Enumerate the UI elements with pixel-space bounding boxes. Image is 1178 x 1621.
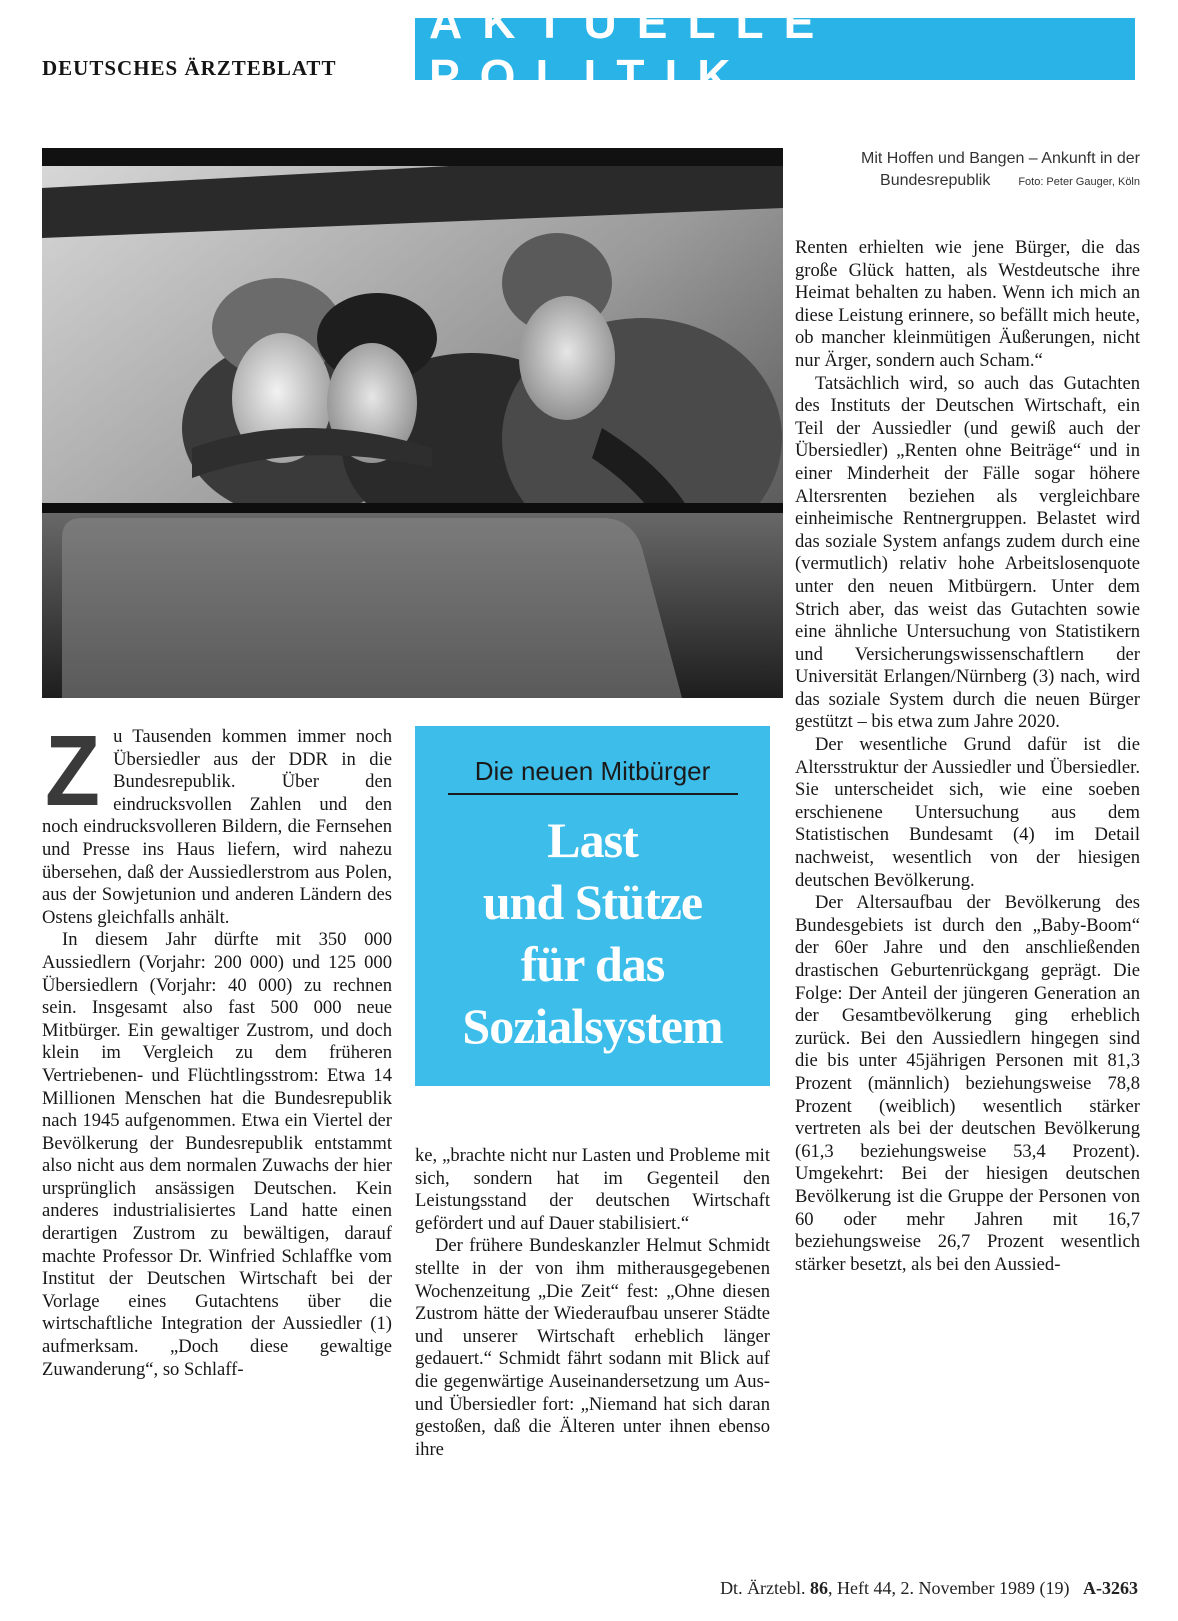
article-paragraph: ke, „brachte nicht nur Lasten und Probleme mit sich, sondern hat im Gegenteil den Leistungsstand der deutschen Wirtschaft gefördert und auf Dauer stabilisiert.“ <box>415 1145 770 1234</box>
photo-illustration <box>42 148 783 698</box>
article-photo <box>42 148 783 698</box>
caption-line-2-text: Bundesrepublik <box>880 172 991 189</box>
article-paragraph <box>42 726 392 929</box>
headline-line: und Stütze <box>482 874 703 930</box>
article-column-1 <box>42 726 392 1558</box>
article-column-3 <box>795 237 1140 1557</box>
article-paragraph: Der wesentliche Grund dafür ist die Altersstruktur der Aussiedler und Übersiedler. Sie unterscheidet sich, wie eine soeben erschienene Untersuchung aus dem Statistischen Bundesamt (4) im Detail nachweist, wesentlich von der hiesigen deutschen Bevölkerung. <box>795 734 1140 891</box>
drop-cap: Z <box>45 726 101 827</box>
headline <box>415 809 770 1057</box>
page-number: A-3263 <box>1083 1578 1138 1598</box>
headline-kicker: Die neuen Mitbürger <box>448 756 738 795</box>
article-paragraph: Der Altersaufbau der Bevölkerung des Bundesgebiets ist durch den „Baby-Boom“ der 60er Jahre und den anschließenden drastischen Geburtenrückgang geprägt. Die Folge: Der Anteil der jüngeren Generation an der Gesamtbevölkerung ging erheblich zurück. Bei den Aussiedlern hingegen sind die bis unter 45jährigen Personen mit 81,3 Prozent (männlich) beziehungsweise 78,8 Prozent (weiblich) wesentlich stärker vertreten als bei der deutschen Bevölkerung (61,3 beziehungsweise 53,4 Prozent). Umgekehrt: Bei der hiesigen deutschen Bevölkerung ist die Gruppe der Personen von 60 oder mehr Jahren mit 16,7 beziehungsweise 26,7 Prozent wesentlich stärker besetzt, als bei den Aussied- <box>795 892 1140 1275</box>
article-paragraph: In diesem Jahr dürfte mit 350 000 Aussiedlern (Vorjahr: 200 000) und 125 000 Übersiedlern (Vorjahr: 40 000) zu rechnen sein. Insgesamt also fast 500 000 neue Mitbürger. Ein gewaltiger Zustrom, und doch klein im Vergleich zu dem früheren Vertriebenen- und Flüchtlingsstrom: Etwa 14 Millionen Menschen hat die Bundesrepublik nach 1945 aufgenommen. Etwa ein Viertel der Bevölkerung der Bundesrepublik entstammt also nicht aus dem normalen Zuwachs der hier ursprünglich ansässigen Deutschen. Kein anderes industrialisiertes Land hatte einen derartigen Zustrom zu bewältigen, darauf machte Professor Dr. Winfried Schlaffke vom Institut der Deutschen Wirtschaft bei der Vorlage eines Gutachtens über die wirtschaftliche Integration der Aussiedler (1) aufmerksam. „Doch diese gewaltige Zuwanderung“, so Schlaff- <box>42 929 392 1380</box>
caption-line-2 <box>795 170 1140 193</box>
citation-prefix: Dt. Ärztebl. <box>720 1578 806 1598</box>
article-column-2 <box>415 1145 770 1555</box>
citation-rest: , Heft 44, 2. November 1989 (19) <box>828 1578 1070 1598</box>
article-paragraph: Der frühere Bundeskanzler Helmut Schmidt stellte in der von ihm mitherausgegebenen Wochenzeitung „Die Zeit“ fest: „Ohne diesen Zustrom hätte der Wiederaufbau unserer Städte und unserer Wirtschaft erheblich länger gedauert.“ Schmidt fährt sodann mit Blick auf die gegenwärtige Auseinandersetzung um Aus- und Übersiedler fort: „Niemand hat sich daran gestoßen, daß die Älteren unter ihnen ebenso ihre <box>415 1235 770 1460</box>
headline-line: Sozialsystem <box>462 998 723 1054</box>
headline-box <box>415 726 770 1086</box>
article-paragraph: Renten erhielten wie jene Bürger, die das große Glück hatten, als Westdeutsche ihre Heimat behalten zu haben. Wenn ich mich an diese Leistung erinnere, so befällt mich heute, ob mancher kleinmütigen Äußerungen, nicht nur Ärger, sondern auch Scham.“ <box>795 237 1140 371</box>
photo-credit: Foto: Peter Gauger, Köln <box>1018 176 1140 188</box>
caption-line-1: Mit Hoffen und Bangen – Ankunft in der <box>860 150 1140 167</box>
section-title: AKTUELLE POLITIK <box>429 0 835 102</box>
headline-line: für das <box>520 936 665 992</box>
headline-line: Last <box>547 812 638 868</box>
paragraph-text: u Tausenden kommen immer noch Übersiedler aus der DDR in die Bundesrepublik. Über den eindrucksvollen Zahlen und den noch eindrucksvolleren Bildern, die Fernsehen und Presse ins Haus liefern, wird nahezu übersehen, daß der Aussiedlerstrom aus Polen, aus der Sowjetunion und anderen Ländern des Ostens gleichfalls anhält. <box>42 726 392 928</box>
citation-volume: 86 <box>810 1578 829 1598</box>
page-footer <box>720 1578 1138 1599</box>
article-paragraph: Tatsächlich wird, so auch das Gutachten des Instituts der Deutschen Wirtschaft, ein Teil der Aussiedler (und gewiß auch der Übersiedler) „Renten ohne Beiträge“ und in einer Minderheit der Fälle sogar höhere Altersrenten beziehen als vergleichbare einheimische Rentnergruppen. Belastet wird das soziale System anfangs zudem durch eine (vermutlich) relativ hohe Arbeitslosenquote unter den neuen Mitbürgern. Unter dem Strich aber, das weist das Gutachten sowie eine ähnliche Untersuchung von Statistikern und Versicherungswissenschaftlern der Universität Erlangen/Nürnberg (3) nach, wird das soziale System durch die neuen Bürger gestützt – bis etwa zum Jahre 2020. <box>795 372 1140 733</box>
journal-name: DEUTSCHES ÄRZTEBLATT <box>42 56 337 80</box>
section-banner <box>415 0 1135 102</box>
photo-caption <box>795 148 1140 193</box>
